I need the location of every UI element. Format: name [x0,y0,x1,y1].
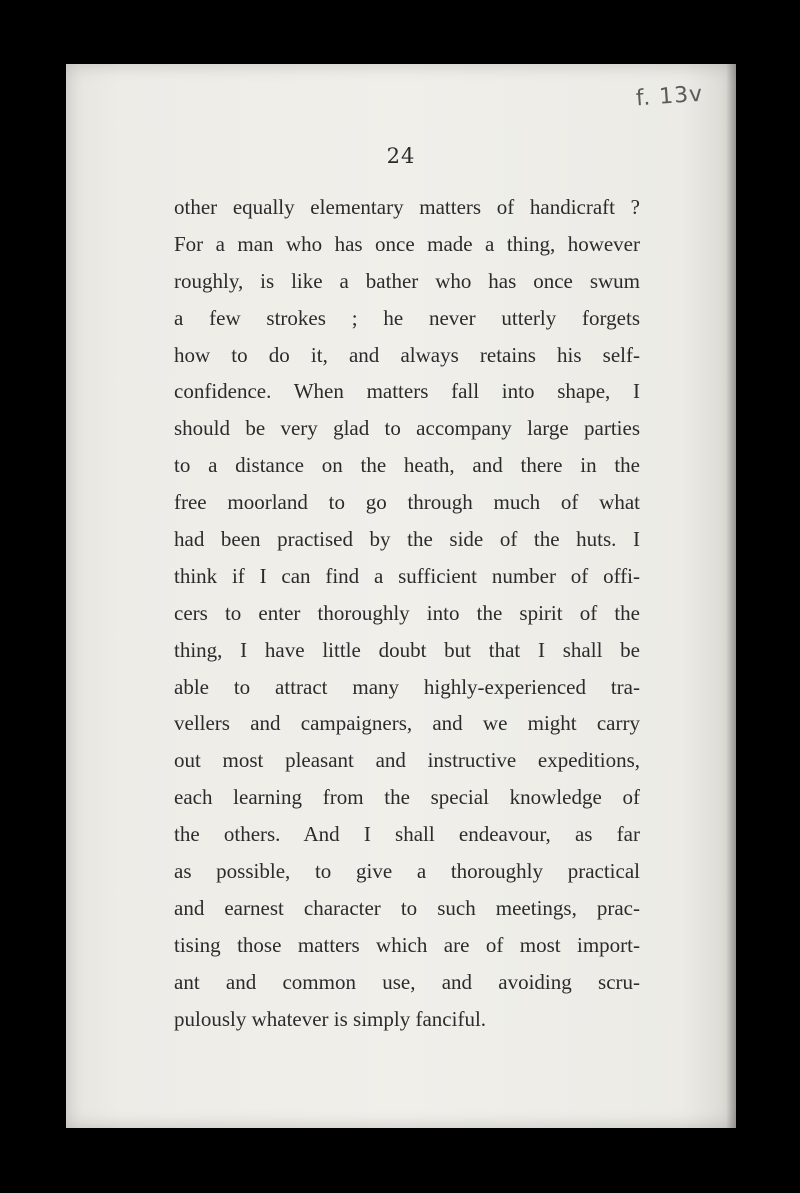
text-line: a few strokes ; he never utterly forgets [174,305,640,330]
text-line: roughly, is like a bather who has once swum [174,268,640,293]
text-line: tising those matters which are of most import- [174,932,640,957]
body-text [174,189,640,1037]
book-page [66,64,736,1128]
text-line: should be very glad to accompany large parties [174,416,640,441]
text-line: each learning from the special knowledge of [174,785,640,810]
page-edge-shadow [726,64,736,1128]
page-number: 24 [386,144,416,168]
text-line: other equally elementary matters of handicraft ? [174,195,640,219]
text-line: free moorland to go through much of what [174,490,640,515]
text-line: ant and common use, and avoiding scru- [174,969,640,994]
text-line: think if I can find a sufficient number of offi- [174,563,640,588]
text-line: thing, I have little doubt but that I shall be [174,637,640,662]
text-line: had been practised by the side of the huts. I [174,527,640,552]
text-line: able to attract many highly-experienced tra- [174,674,640,699]
text-line: how to do it, and always retains his self- [174,342,640,367]
text-line: cers to enter thoroughly into the spirit of the [174,600,640,625]
text-line: pulously whatever is simply fanciful. [174,1006,487,1031]
text-line: and earnest character to such meetings, prac- [174,895,640,920]
text-line: vellers and campaigners, and we might carry [174,711,640,736]
text-line: For a man who has once made a thing, however [174,231,640,256]
handwritten-folio-note: f. 13v [635,81,704,112]
text-line: as possible, to give a thoroughly practical [174,859,640,884]
text-line: the others. And I shall endeavour, as far [174,822,640,847]
text-line: confidence. When matters fall into shape, I [174,379,640,404]
text-line: out most pleasant and instructive expeditions, [174,748,640,773]
text-line: to a distance on the heath, and there in the [174,453,640,478]
